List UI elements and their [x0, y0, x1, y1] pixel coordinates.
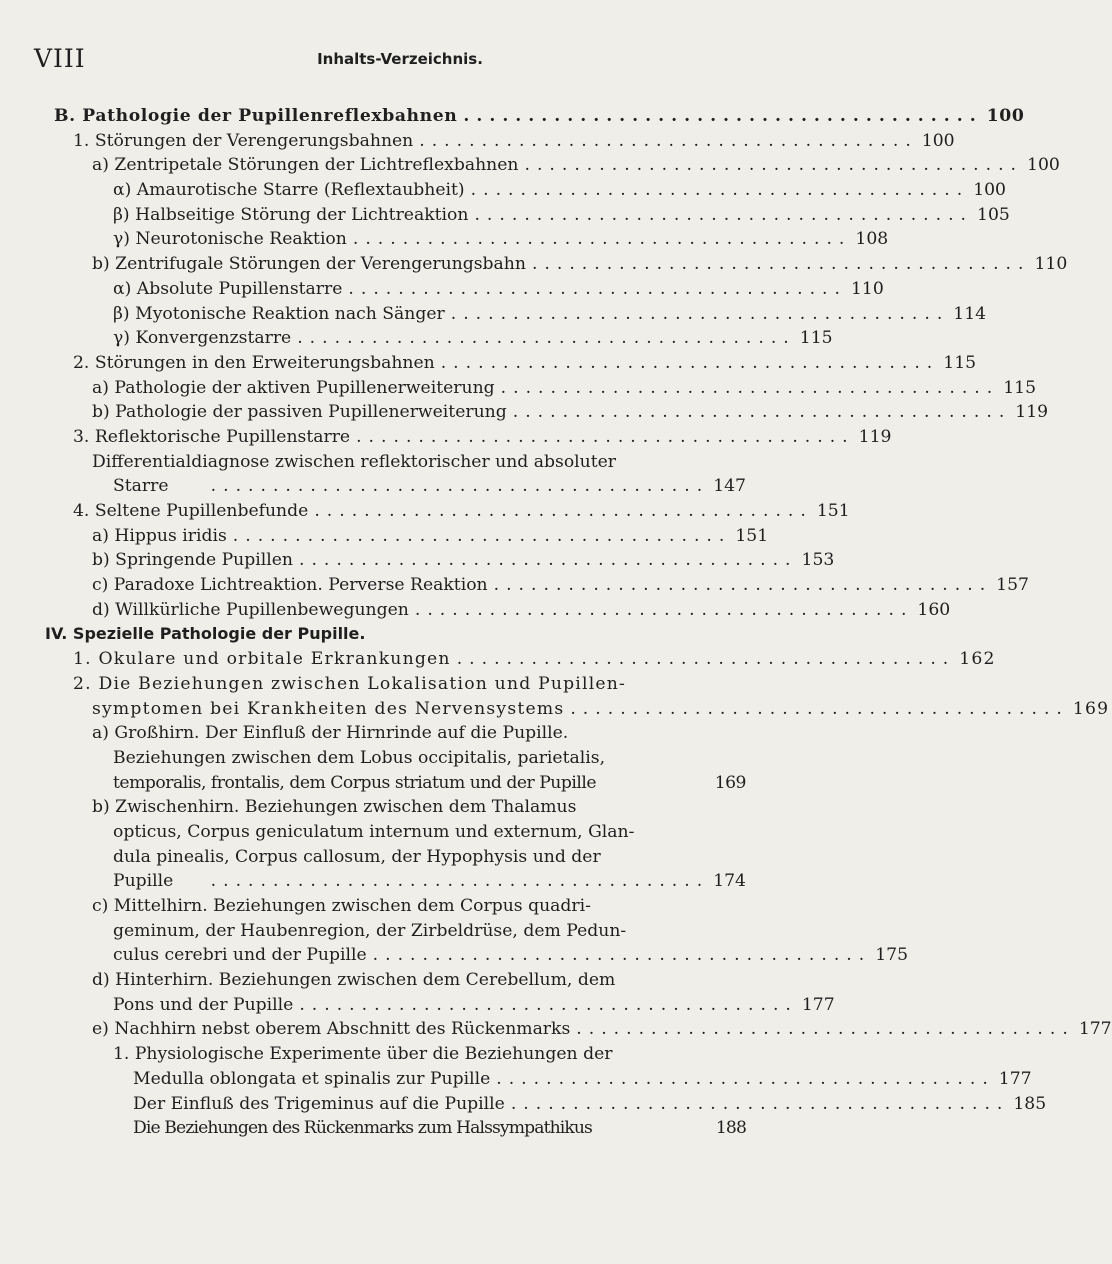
toc-entry: 1. Physiologische Experimente über die Beziehungen der [113, 1044, 613, 1065]
running-title: Inhalts-Verzeichnis. [317, 50, 483, 68]
toc-entry: d) Willkürliche Pupillenbewegungen ........................................ 160 [92, 599, 951, 620]
page-header [34, 44, 766, 74]
toc-entry: e) Nachhirn nebst oberem Abschnitt des Rückenmarks ........................................ 177 [92, 1019, 1112, 1040]
toc-entry: c) Mittelhirn. Beziehungen zwischen dem Corpus quadri- [92, 896, 591, 916]
toc-entry: Beziehungen zwischen dem Lobus occipitalis, parietalis, [113, 747, 606, 768]
toc-entry: symptomen bei Krankheiten des Nervensystems ........................................ 169 [92, 698, 1110, 719]
toc-entry: dula pinealis, Corpus callosum, der Hypophysis und der [113, 846, 601, 867]
toc-entry: d) Hinterhirn. Beziehungen zwischen dem Cerebellum, dem [92, 970, 616, 991]
toc-entry: a) Zentripetale Störungen der Lichtreflexbahnen ........................................ 100 [92, 155, 1060, 176]
table-of-contents [0, 104, 1112, 1141]
toc-entry: temporalis, frontalis, dem Corpus striatum und der Pupille 169 [113, 772, 746, 793]
toc-entry: Differentialdiagnose zwischen reflektorischer und absoluter [92, 451, 617, 472]
toc-entry: b) Pathologie der passiven Pupillenerweiterung ........................................ 119 [92, 402, 1049, 423]
toc-entry: Medulla oblongata et spinalis zur Pupille ........................................ 177 [133, 1068, 1032, 1089]
toc-entry: 1. Störungen der Verengerungsbahnen ........................................ 100 [73, 130, 955, 151]
toc-entry: 2. Störungen in den Erweiterungsbahnen ........................................ 115 [73, 352, 977, 373]
toc-entry: α) Absolute Pupillenstarre ........................................ 110 [113, 278, 884, 299]
toc-entry: culus cerebri und der Pupille ........................................ 175 [113, 945, 909, 966]
section-heading: IV. Spezielle Pathologie der Pupille. [45, 624, 366, 644]
toc-entry: γ) Neurotonische Reaktion ........................................ 108 [113, 229, 889, 250]
toc-entry: β) Myotonische Reaktion nach Sänger ........................................ 114 [113, 303, 987, 324]
toc-entry: b) Springende Pupillen ........................................ 153 [92, 550, 835, 571]
toc-entry: 4. Seltene Pupillenbefunde ........................................ 151 [73, 501, 850, 521]
toc-entry: γ) Konvergenzstarre ........................................ 115 [113, 328, 833, 349]
toc-entry: β) Halbseitige Störung der Lichtreaktion ........................................ 105 [113, 204, 1010, 225]
toc-entry: 3. Reflektorische Pupillenstarre ........................................ 119 [73, 426, 892, 447]
toc-entry: geminum, der Haubenregion, der Zirbeldrüse, dem Pedun- [113, 920, 627, 941]
toc-entry: b) Zwischenhirn. Beziehungen zwischen dem Thalamus [92, 797, 577, 818]
toc-entry: Pons und der Pupille ........................................ 177 [113, 994, 835, 1015]
toc-entry: Der Einfluß des Trigeminus auf die Pupille ........................................ 185 [133, 1093, 1047, 1114]
toc-entry: c) Paradoxe Lichtreaktion. Perverse Reaktion ........................................ 157 [92, 575, 1029, 596]
page-number: VIII [34, 44, 86, 73]
toc-entry: 1. Okulare und orbitale Erkrankungen ........................................ 162 [73, 649, 996, 670]
toc-entry: Starre ........................................ 147 [113, 476, 746, 497]
toc-entry: a) Hippus iridis ........................................ 151 [92, 525, 769, 546]
toc-entry: Pupille ........................................ 174 [113, 871, 746, 892]
toc-entry: a) Großhirn. Der Einfluß der Hirnrinde auf die Pupille. [92, 723, 569, 744]
toc-entry: B. Pathologie der Pupillenreflexbahnen ........................................ 100 [54, 106, 1025, 126]
toc-entry: a) Pathologie der aktiven Pupillenerweiterung ........................................ 115 [92, 377, 1037, 398]
toc-entry: 2. Die Beziehungen zwischen Lokalisation und Pupillen- [73, 673, 627, 694]
toc-entry: b) Zentrifugale Störungen der Verengerungsbahn ........................................ 110 [92, 254, 1068, 275]
toc-entry: α) Amaurotische Starre (Reflextaubheit) ........................................ 100 [113, 180, 1006, 201]
toc-entry: Die Beziehungen des Rückenmarks zum Halssympathikus 188 [133, 1118, 746, 1139]
toc-entry: opticus, Corpus geniculatum internum und externum, Glan- [113, 821, 635, 842]
